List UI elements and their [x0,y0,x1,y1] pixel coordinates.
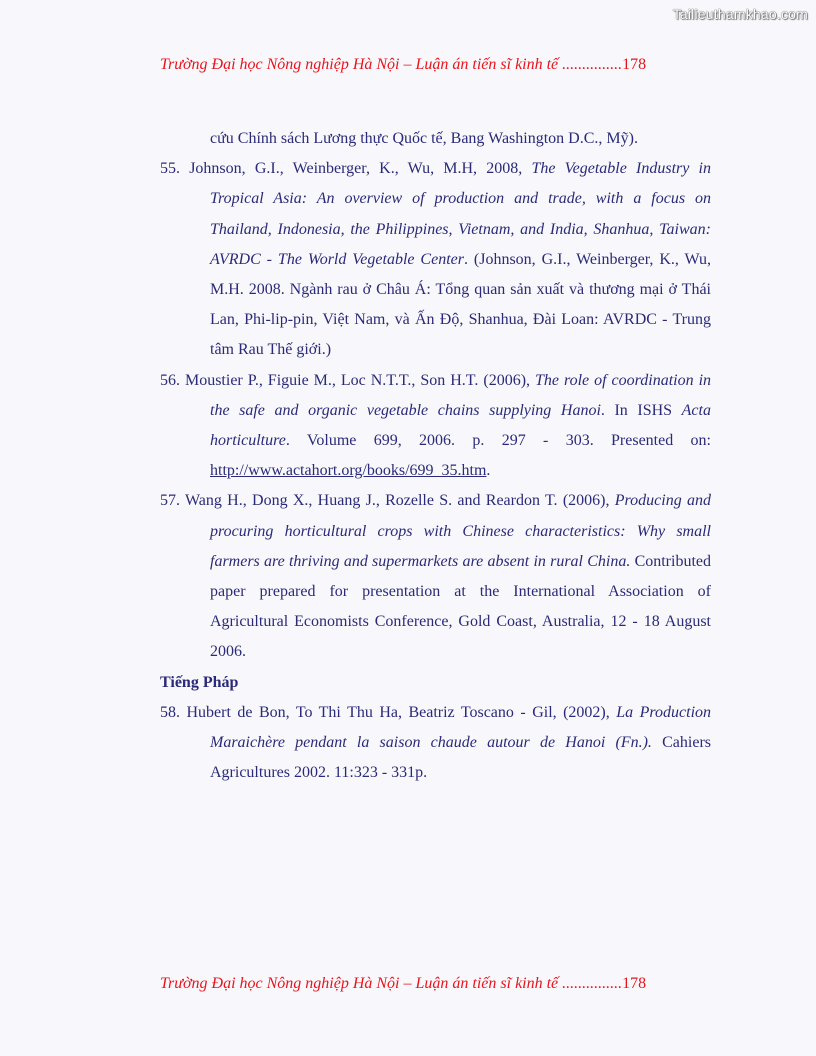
reference-55 [160,154,711,365]
ref-journal: Acta horticulture [210,401,711,450]
ref-details: . Volume 699, 2006. p. 297 - 303. Presented on: [285,432,711,450]
running-footer [160,975,700,993]
continuation-text: cứu Chính sách Lương thực Quốc tế, Bang Washington D.C., Mỹ). [210,130,638,147]
ref-number: 58. [160,703,187,721]
ref-number: 56. [160,371,185,389]
ref-authors: Moustier P., Figuie M., Loc N.T.T., Son H.T. (2006), [184,371,535,389]
ref-link[interactable]: http://www.actahort.org/books/699_35.htm [210,462,487,480]
ref-title: The Vegetable Industry in Tropical Asia: An overview of production and trade, with a focus on Thailand, Indonesia, the Philippines, Vietnam, and India, Shanhua, Taiwan: AVRDC - The World Vegetable Center [210,160,711,268]
ref-end: . [486,462,491,480]
running-header [160,56,700,74]
watermark: Tailieuthamkhao.com [672,6,808,22]
ref-details: . (Johnson, G.I., Weinberger, K., Wu, M.H. 2008. Ngành rau ở Châu Á: Tổng quan sản xuất và thương mại ở Thái Lan, Phi-lip-pin, Việt Nam, và Ấn Độ, Shanhua, Đài Loan: AVRDC - Trung tâm Rau Thế giới.) [210,250,711,359]
header-page-number: 178 [622,56,647,73]
reference-continuation [160,124,711,154]
ref-authors: Wang H., Dong X., Huang J., Rozelle S. and Reardon T. (2006), [184,492,615,510]
reference-57 [160,486,711,667]
ref-details: Contributed paper prepared for presentation at the International Association of Agricultural Economists Conference, Gold Coast, Australia, 12 - 18 August 2006. [210,552,712,661]
ref-title: The role of coordination in the safe and organic vegetable chains supplying Hanoi [210,371,712,419]
ref-authors: Johnson, G.I., Weinberger, K., Wu, M.H, 2008, [189,160,532,178]
ref-title: La Production Maraichère pendant la saison chaude autour de Hanoi (Fn.). [210,703,712,752]
reference-58 [160,698,711,789]
ref-authors: Hubert de Bon, To Thi Thu Ha, Beatriz Toscano - Gil, (2002), [186,703,617,721]
ref-number: 55. [160,160,190,178]
footer-text: Trường Đại học Nông nghiệp Hà Nội – Luận án tiến sĩ kinh tế ............... [160,975,623,992]
ref-details: Cahiers Agricultures 2002. 11:323 - 331p. [210,734,712,782]
footer-page-number: 178 [622,975,647,992]
ref-title: Producing and procuring horticultural crops with Chinese characteristics: Why small farmers are thriving and supermarkets are absent in rural China. [210,492,711,570]
ref-details: . In ISHS [600,401,682,419]
references-body [160,124,711,788]
header-text: Trường Đại học Nông nghiệp Hà Nội – Luận án tiến sĩ kinh tế ............... [160,56,623,73]
section-heading-french: Tiếng Pháp [160,673,239,691]
ref-number: 57. [160,492,185,510]
reference-56 [160,366,711,487]
